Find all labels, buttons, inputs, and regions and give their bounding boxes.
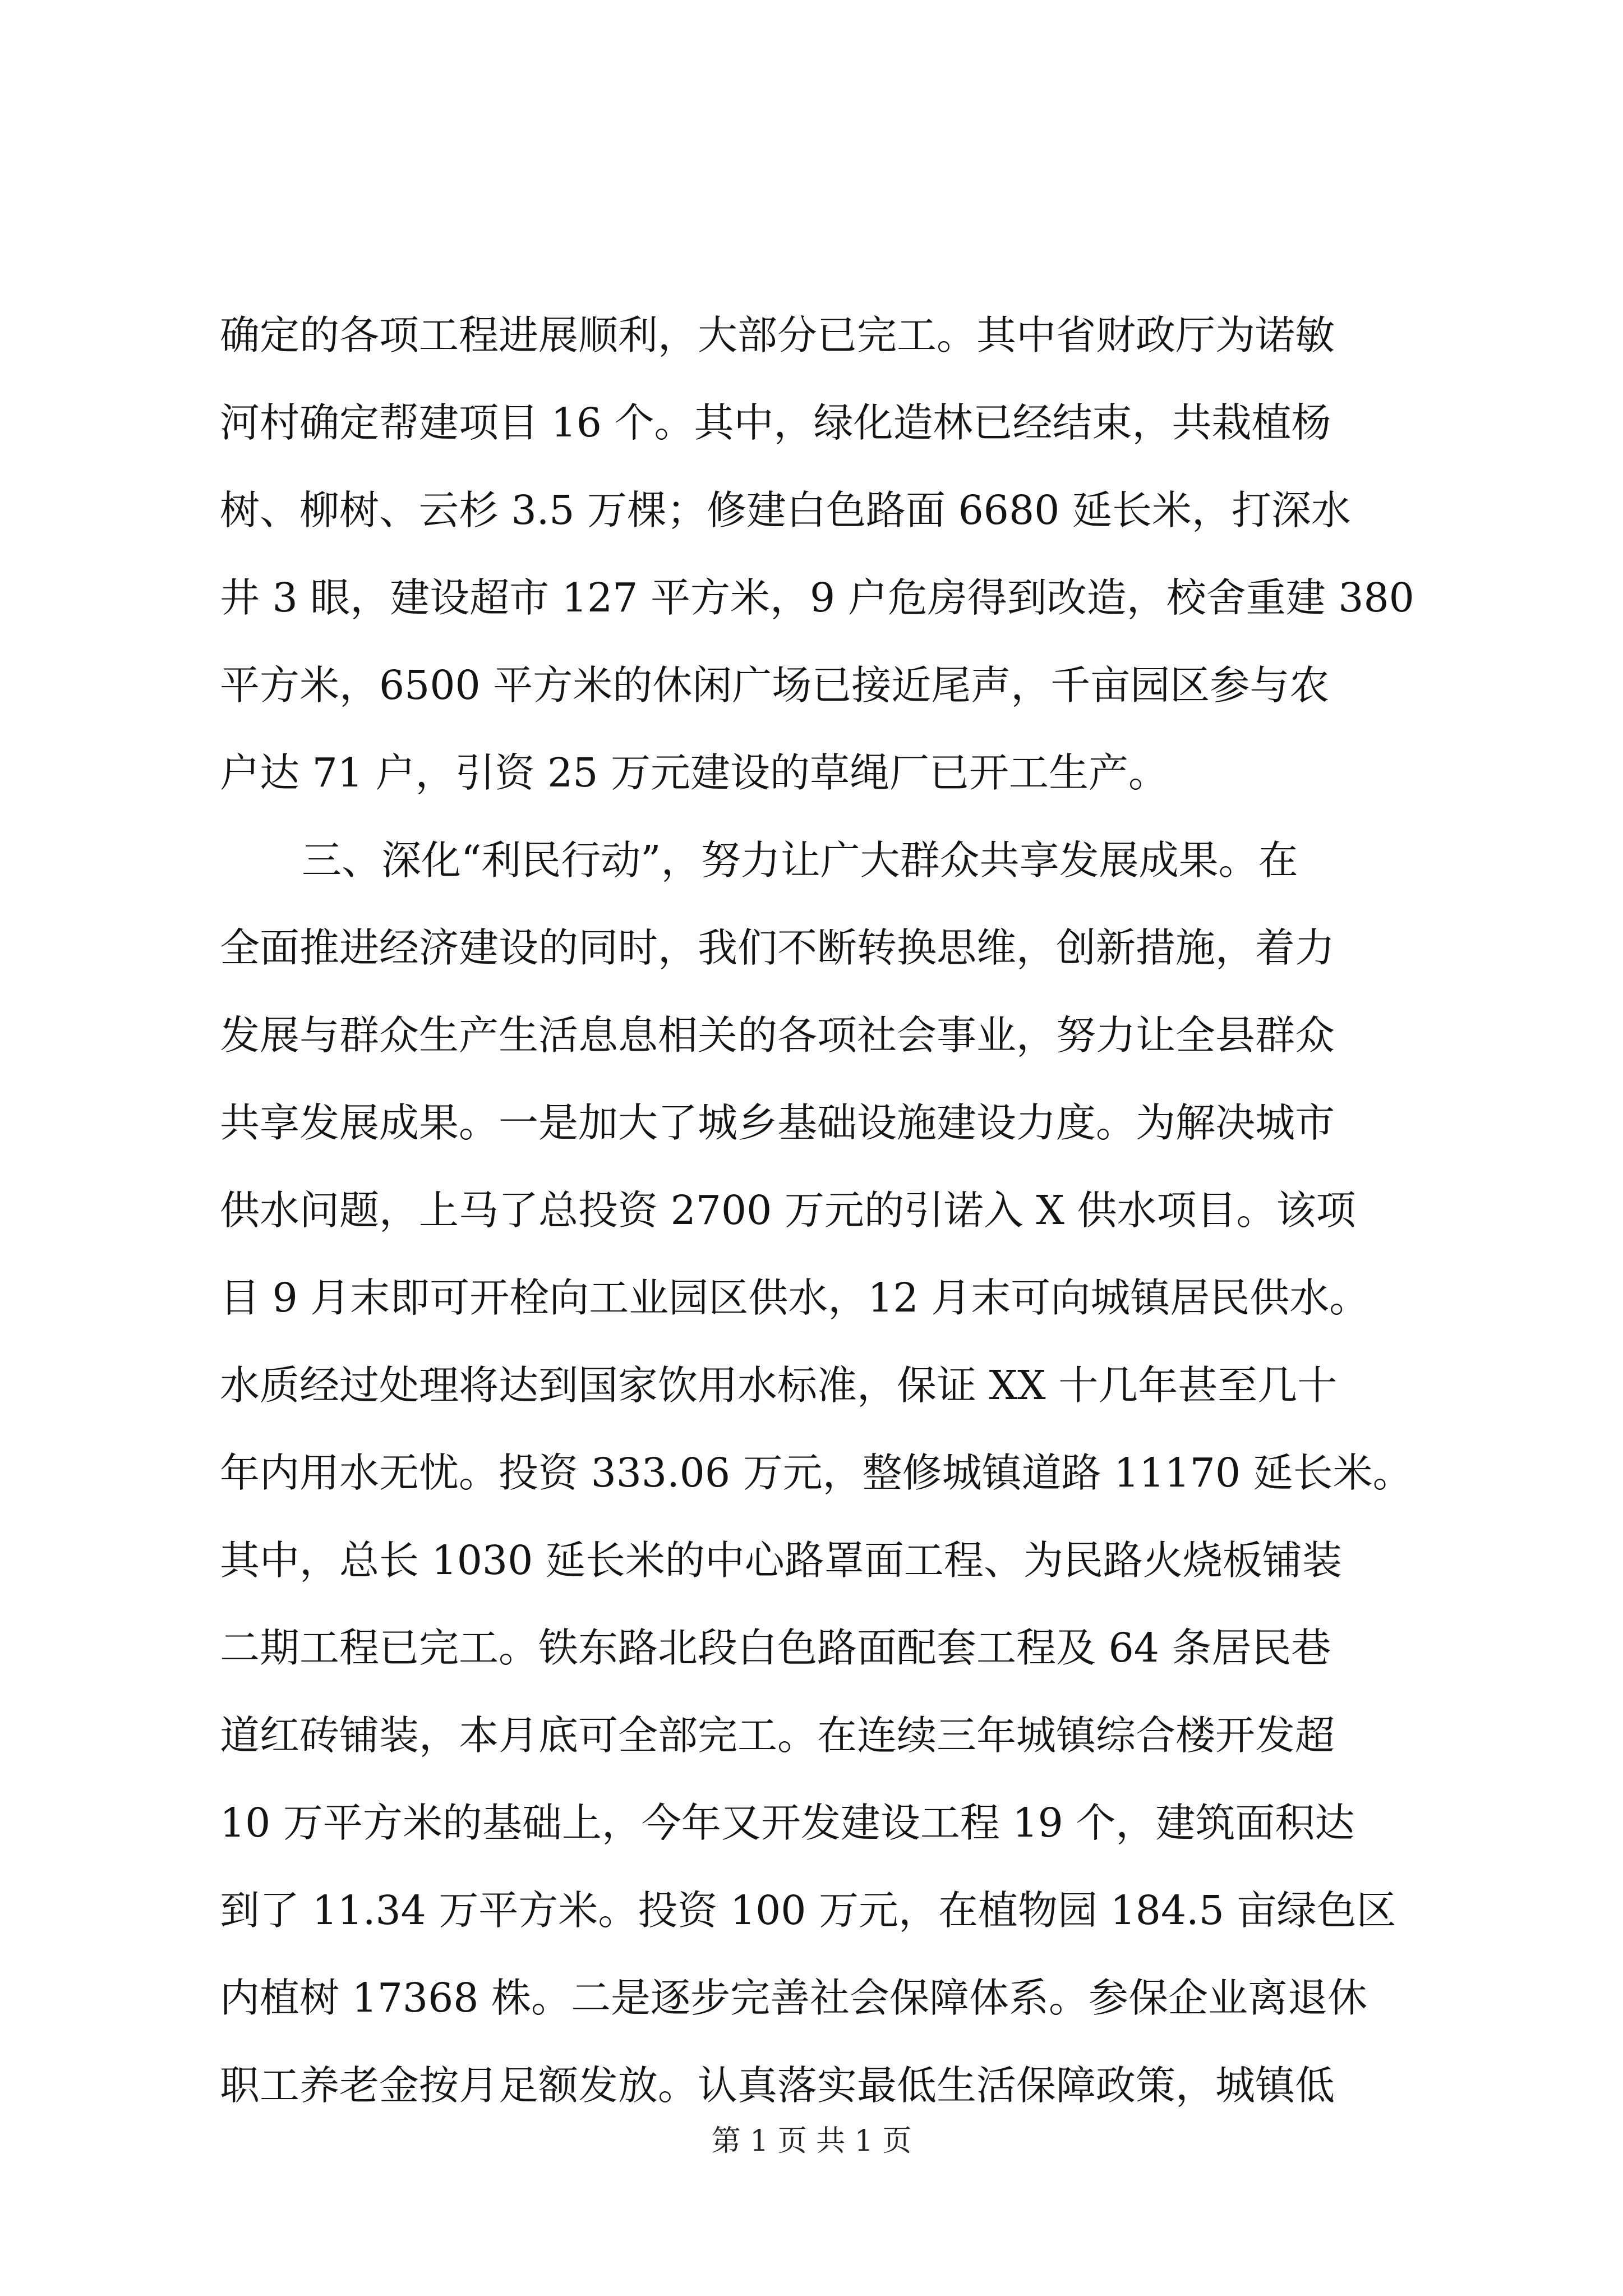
text-line: 二期工程已完工。铁东路北段白色路面配套工程及 64 条居民巷 (220, 1625, 1331, 1671)
text-line: 井 3 眼，建设超市 127 平方米，9 户危房得到改造，校舍重建 380 (220, 574, 1414, 621)
text-line: 内植树 17368 株。二是逐步完善社会保障体系。参保企业离退休 (220, 1975, 1368, 2021)
text-line: 道红砖铺装，本月底可全部完工。在连续三年城镇综合楼开发超 (220, 1712, 1335, 1759)
text-line: 平方米，6500 平方米的休闲广场已接近尾声，千亩园区参与农 (220, 662, 1330, 708)
text-line: 户达 71 户，引资 25 万元建设的草绳厂已开工生产。 (220, 749, 1168, 796)
document-body (220, 292, 1442, 2129)
text-line: 河村确定帮建项目 16 个。其中，绿化造林已经结束，共栽植杨 (220, 399, 1331, 446)
text-line: 目 9 月末即可开栓向工业园区供水，12 月末可向城镇居民供水。 (220, 1274, 1370, 1321)
text-line: 年内用水无忧。投资 333.06 万元，整修城镇道路 11170 延长米。 (220, 1450, 1413, 1496)
text-line: 供水问题，上马了总投资 2700 万元的引诺入 X 供水项目。该项 (220, 1187, 1356, 1234)
text-line: 职工养老金按月足额发放。认真落实最低生活保障政策，城镇低 (220, 2062, 1335, 2109)
text-line: 10 万平方米的基础上，今年又开发建设工程 19 个，建筑面积达 (220, 1800, 1355, 1846)
text-line: 发展与群众生产生活息息相关的各项社会事业，努力让全县群众 (220, 1012, 1335, 1059)
page-footer: 第 1 页 共 1 页 (711, 2124, 912, 2158)
text-line: 到了 11.34 万平方米。投资 100 万元，在植物园 184.5 亩绿色区 (220, 1887, 1396, 1934)
text-line: 确定的各项工程进展顺利，大部分已完工。其中省财政厅为诺敏 (220, 312, 1335, 358)
text-line: 三、深化“利民行动”，努力让广大群众共享发展成果。在 (302, 837, 1298, 884)
text-line: 共享发展成果。一是加大了城乡基础设施建设力度。为解决城市 (220, 1099, 1335, 1146)
text-line: 全面推进经济建设的同时，我们不断转换思维，创新措施，着力 (220, 924, 1335, 971)
text-line: 其中，总长 1030 延长米的中心路罩面工程、为民路火烧板铺装 (220, 1537, 1342, 1584)
text-line: 水质经过处理将达到国家饮用水标准，保证 XX 十几年甚至几十 (220, 1362, 1338, 1409)
text-line: 树、柳树、云杉 3.5 万棵；修建白色路面 6680 延长米，打深水 (220, 487, 1351, 533)
